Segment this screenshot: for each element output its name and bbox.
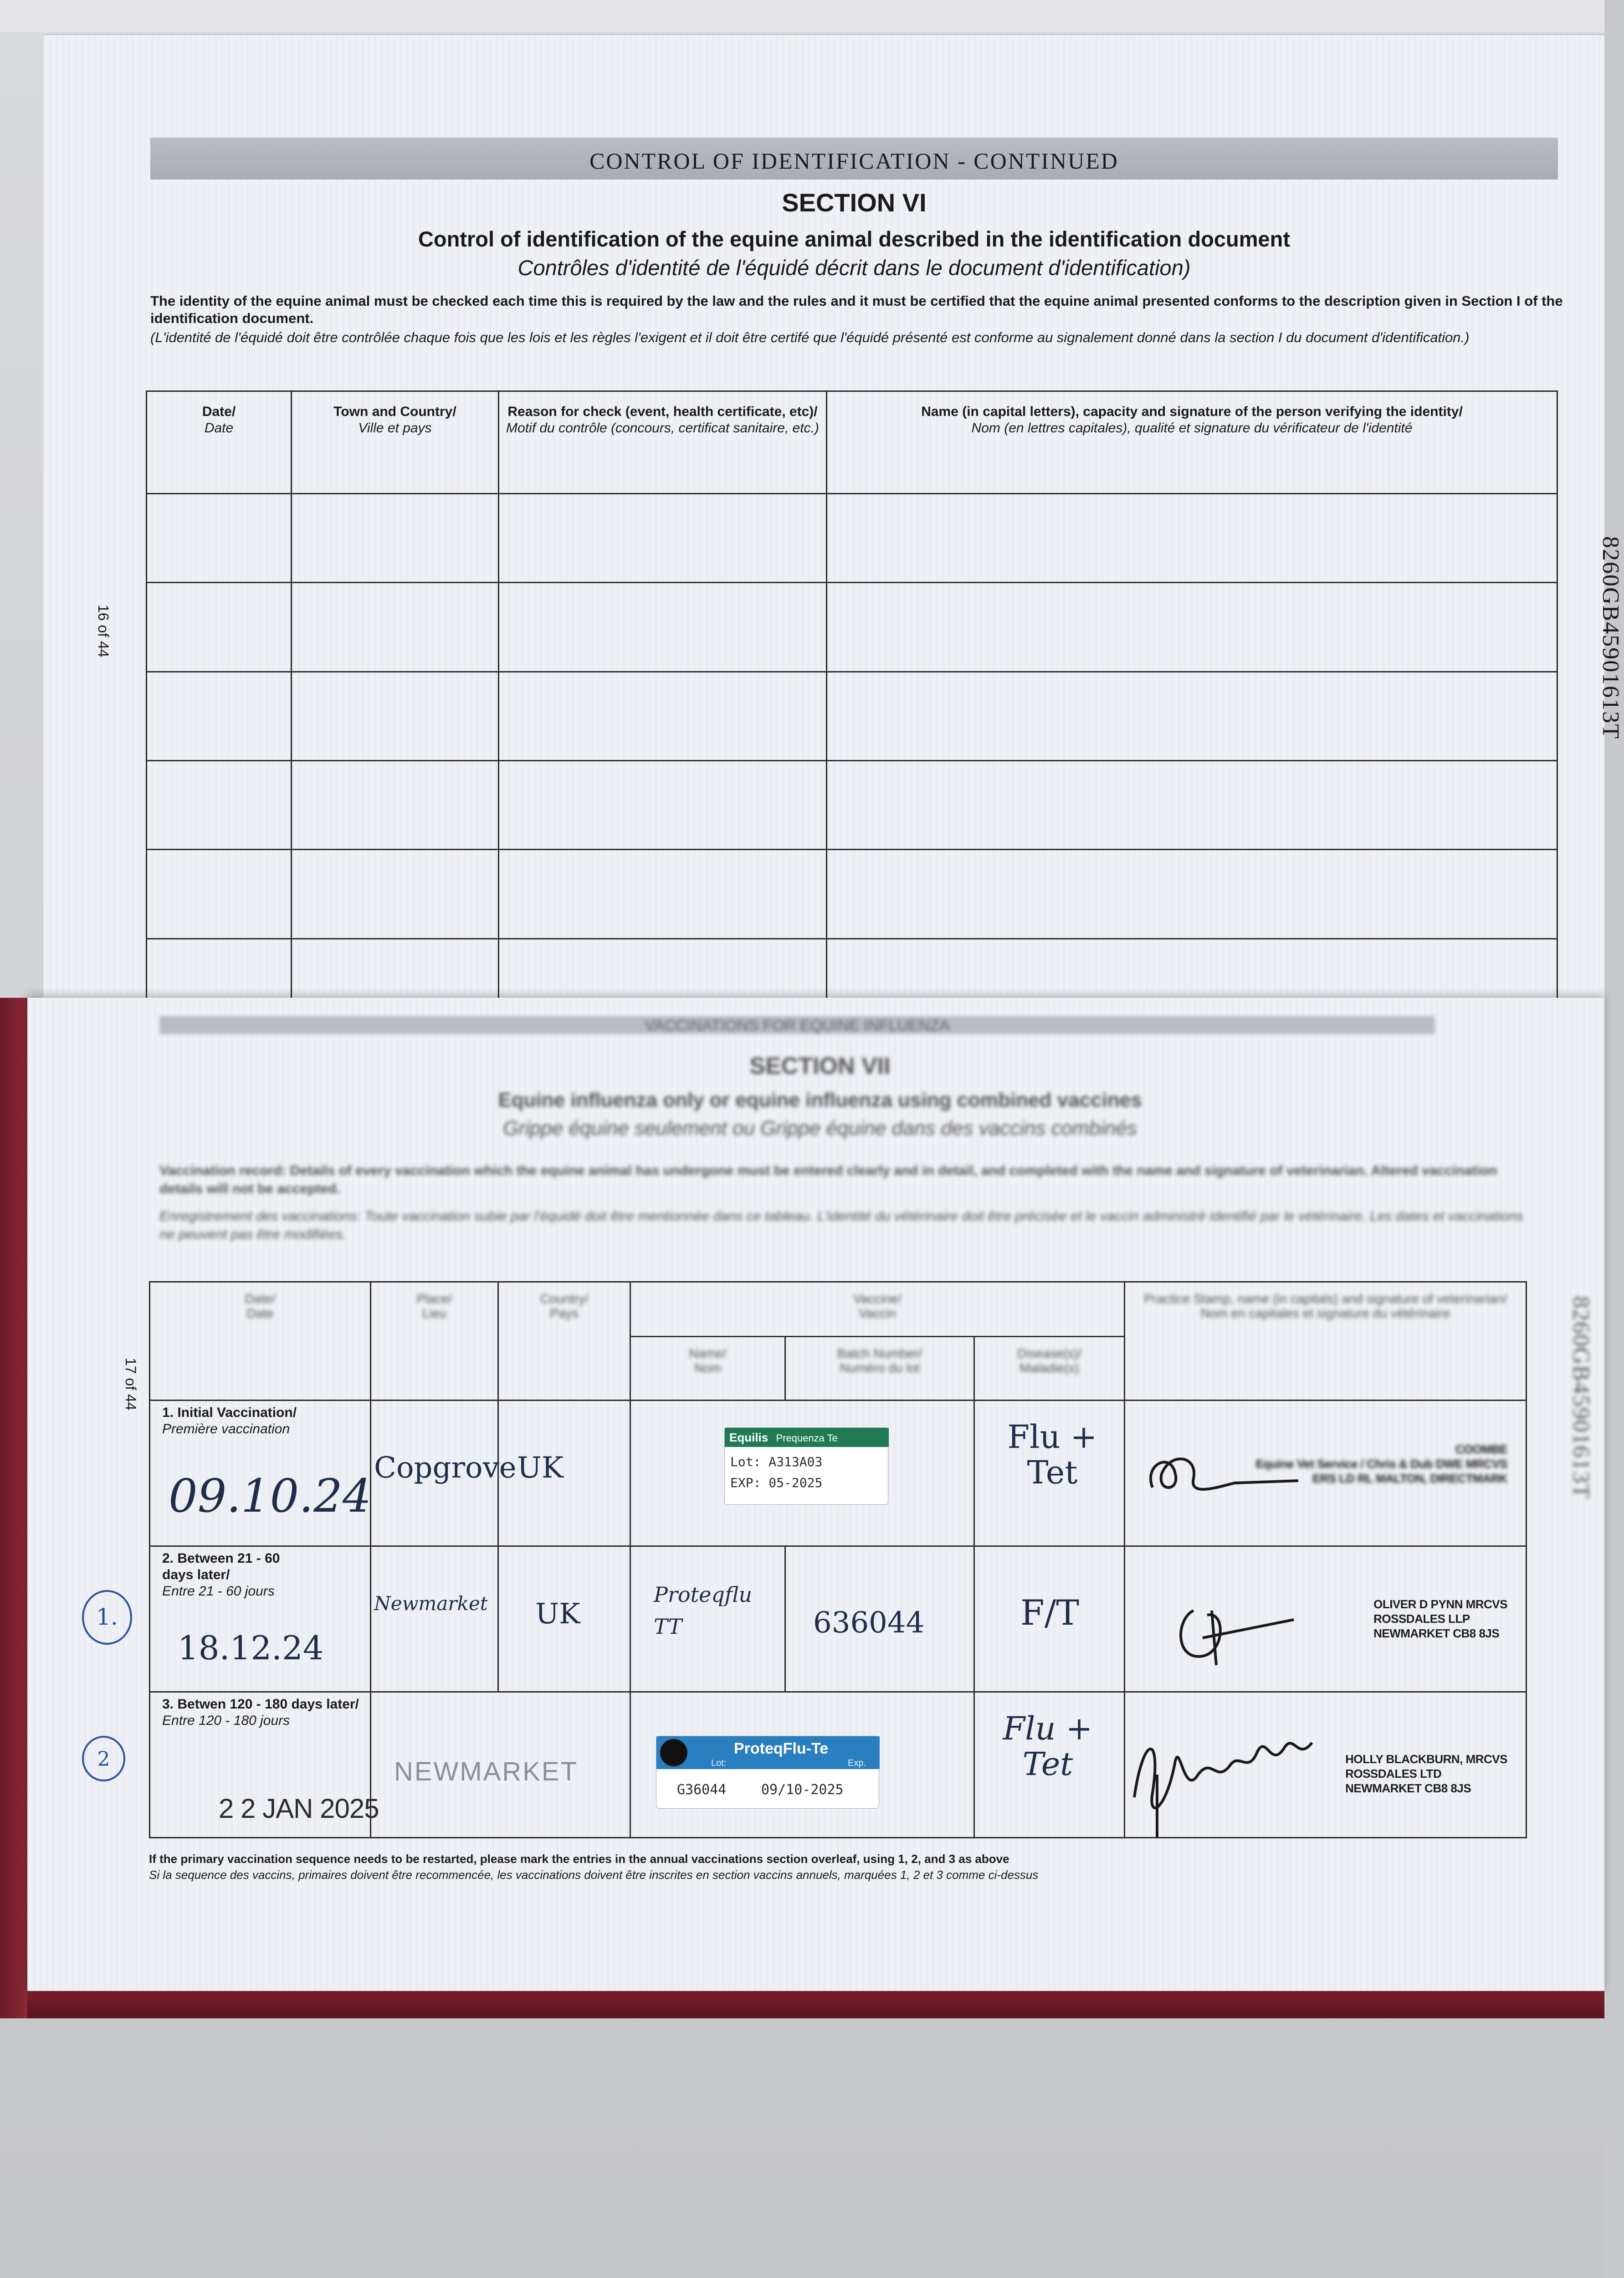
column-header-vaccine-name: Name/ Nom: [630, 1337, 785, 1401]
place-cell: [371, 1401, 517, 1546]
practice-stamp: COOMBE Equine Vet Service / Chris & Dub DWE MRCVS ERS LD RL MALTON, DIRECTMARK: [1255, 1442, 1507, 1485]
sticker-lot-label: Lot:: [730, 1454, 761, 1469]
restart-mark-2: 2: [82, 1736, 125, 1781]
column-header-batch: Batch Number/ Numéro du lot: [785, 1337, 974, 1401]
column-header-place: Place/ Lieu: [371, 1282, 498, 1401]
vet-signature-3: [1125, 1706, 1335, 1843]
handwritten-vaccine-name: Proteqflu TT: [654, 1582, 753, 1639]
handwritten-disease: Flu + Tet: [1003, 1710, 1093, 1783]
vaccination-table: [149, 1281, 1527, 1838]
section-banner-text: CONTROL OF IDENTIFICATION - CONTINUED: [589, 148, 1119, 174]
section-title: SECTION VI: [782, 188, 927, 217]
table-row: [147, 850, 1557, 939]
place-cell: [371, 1692, 630, 1838]
table-row: [150, 1546, 1527, 1692]
footnote-fr: Si la sequence des vaccins, primaires doivent être recommencée, les vaccinations doivent être inscrites en section vaccins annuels, marquées 1, 2 et 3 comme ci-dessus: [149, 1868, 1039, 1882]
disease-cell: [974, 1692, 1125, 1838]
sticker-lot-label: Lot:: [711, 1758, 727, 1768]
scanner-edge: [0, 0, 1604, 32]
section-title: SECTION VII: [749, 1053, 891, 1079]
page-number: 16 of 44: [95, 605, 112, 657]
column-header-country: Country/ Pays: [498, 1282, 630, 1401]
column-header-date: Date/ Date: [150, 1282, 371, 1401]
section-banner: [159, 1016, 1435, 1034]
handwritten-place: Newmarket: [374, 1592, 488, 1615]
vaccine-sticker-equilis: [724, 1427, 888, 1505]
document-reference: 8260GB45901613T: [1568, 1296, 1594, 1499]
row-label: 2. Between 21 - 60 days later/: [162, 1551, 280, 1582]
row-label: 1. Initial Vaccination/: [162, 1405, 297, 1420]
sticker-exp-label: EXP:: [730, 1475, 761, 1490]
column-header-practice: Practice Stamp, name (in capitals) and signature of veterinarian/ Nom en capitales et signature du vétérinaire: [1125, 1282, 1527, 1401]
disease-cell: [974, 1546, 1125, 1692]
vaccine-sticker-cell: [630, 1401, 974, 1546]
handwritten-date: 18.12.24: [178, 1629, 324, 1667]
batch-cell: [785, 1546, 974, 1692]
practice-stamp: OLIVER D PYNN MRCVS ROSSDALES LLP NEWMARKET CB8 8JS: [1373, 1597, 1507, 1640]
date-stamp: 2 2 JAN 2025: [219, 1793, 379, 1824]
table-row: [147, 494, 1557, 583]
handwritten-batch: 636044: [813, 1606, 925, 1640]
passport-cover-edge: [0, 1991, 1604, 2018]
section-intro-fr: (L'identité de l'équidé doit être contrôlée chaque fois que les lois et les règles l'exigent et il doit être certifé que l'équidé présenté est conforme au signalement donné dans la section I du document d'identification.): [150, 329, 1470, 345]
date-cell: [150, 1401, 371, 1546]
sticker-exp-label: Exp.: [848, 1758, 866, 1768]
section-intro-en: Vaccination record: Details of every vaccination which the equine animal has undergone must be entered clearly and in detail, and completed with the name and signature of veterinarian. Altered vaccination details will not be accepted.: [159, 1163, 1497, 1196]
date-cell: [150, 1692, 379, 1838]
boehringer-logo-icon: [660, 1739, 687, 1766]
section-heading-fr: Grippe équine seulement ou Grippe équine dans des vaccins combinés: [503, 1117, 1137, 1139]
restart-mark-1: 1.: [82, 1590, 132, 1645]
sticker-exp: 05-2025: [768, 1475, 823, 1490]
row-label-fr: Entre 120 - 180 jours: [162, 1713, 290, 1728]
sticker-product: ProteqFlu-Te: [734, 1740, 829, 1757]
place-stamp: NEWMARKET: [394, 1757, 578, 1786]
column-header-disease: Disease(s)/ Maladie(s): [974, 1337, 1125, 1401]
passport-cover-spine: [0, 998, 27, 2018]
section-heading-fr: Contrôles d'identité de l'équidé décrit dans le document d'identification): [517, 256, 1191, 280]
column-header-vaccine: Vaccine/ Vaccin: [630, 1282, 1125, 1337]
handwritten-country: UK: [535, 1597, 580, 1630]
column-header-reason: Reason for check (event, health certificate, etc)/ Motif du contrôle (concours, certificat sanitaire, etc.): [499, 391, 827, 494]
vaccine-name-cell: [630, 1546, 785, 1692]
disease-cell: [974, 1401, 1125, 1546]
sticker-exp: 09/10-2025: [761, 1782, 844, 1798]
table-row: [147, 672, 1557, 760]
sticker-lot: G36044: [677, 1782, 727, 1798]
table-row: [147, 583, 1557, 672]
section-intro-en: The identity of the equine animal must be checked each time this is required by the law and the rules and it must be certified that the equine animal presented conforms to the description given in Section I of the identification document.: [150, 293, 1563, 326]
table-row: [150, 1401, 1527, 1546]
sticker-brand: Equilis: [729, 1431, 768, 1444]
section-heading-en: Control of identification of the equine animal described in the identification document: [418, 227, 1291, 251]
practice-cell: [1125, 1546, 1527, 1692]
footnote-en: If the primary vaccination sequence needs to be restarted, please mark the entries in the annual vaccinations section overleaf, using 1, 2, and 3 as above: [149, 1852, 1009, 1866]
table-row: [150, 1692, 1527, 1838]
table-header-row: [150, 1282, 1527, 1337]
practice-cell: [1125, 1692, 1527, 1838]
country-cell: [498, 1401, 630, 1546]
vaccine-sticker-proteqflu: [656, 1736, 879, 1809]
practice-cell: [1125, 1401, 1527, 1546]
sticker-lot: A313A03: [768, 1454, 823, 1469]
identification-check-table: [146, 390, 1558, 1028]
handwritten-disease: F/T: [1020, 1592, 1080, 1633]
handwritten-place: Copgrove: [374, 1451, 517, 1485]
country-cell: [498, 1546, 630, 1692]
handwritten-date: 09.10.24: [169, 1469, 372, 1523]
document-reference: 8260GB45901613T: [1598, 536, 1624, 739]
column-header-town-country: Town and Country/ Ville et pays: [292, 391, 499, 494]
handwritten-disease: Flu + Tet: [1007, 1418, 1097, 1491]
place-cell: [371, 1546, 498, 1692]
page-17: [27, 998, 1604, 1991]
date-cell: [150, 1546, 371, 1692]
practice-stamp: HOLLY BLACKBURN, MRCVS ROSSDALES LTD NEWMARKET CB8 8JS: [1345, 1752, 1507, 1795]
row-label-fr: Première vaccination: [162, 1421, 290, 1437]
page-16: [43, 34, 1624, 1002]
table-row: [147, 760, 1557, 849]
row-label: 3. Betwen 120 - 180 days later/: [162, 1697, 359, 1712]
page-number: 17 of 44: [123, 1358, 139, 1411]
handwritten-country: UK: [517, 1451, 564, 1485]
row-label-fr: Entre 21 - 60 jours: [162, 1584, 275, 1599]
vet-signature-2: [1166, 1583, 1303, 1674]
column-header-verifier: Name (in capital letters), capacity and signature of the person verifying the identity/ Nom (en lettres capitales), qualité et signature du vérificateur de l'identité: [827, 391, 1557, 494]
section-heading-en: Equine influenza only or equine influenza using combined vaccines: [498, 1089, 1142, 1111]
section-banner: [150, 138, 1558, 180]
section-intro-fr: Enregistrement des vaccinations: Toute vaccination subie par l'équidé doit être mentionnée dans ce tableau. L'identité du vétérinaire doit être précisée et le vaccin administré identifié par le vétérinaire. Les dates et vaccinations ne peuvent pas être modifiées.: [159, 1209, 1523, 1242]
vaccine-sticker-cell: [630, 1692, 974, 1838]
section-banner-text: VACCINATIONS FOR EQUINE INFLUENZA: [645, 1017, 950, 1034]
sticker-product: Prequenza Te: [776, 1432, 838, 1444]
column-header-date: Date/ Date: [147, 391, 292, 494]
table-header-row: [147, 391, 1557, 494]
